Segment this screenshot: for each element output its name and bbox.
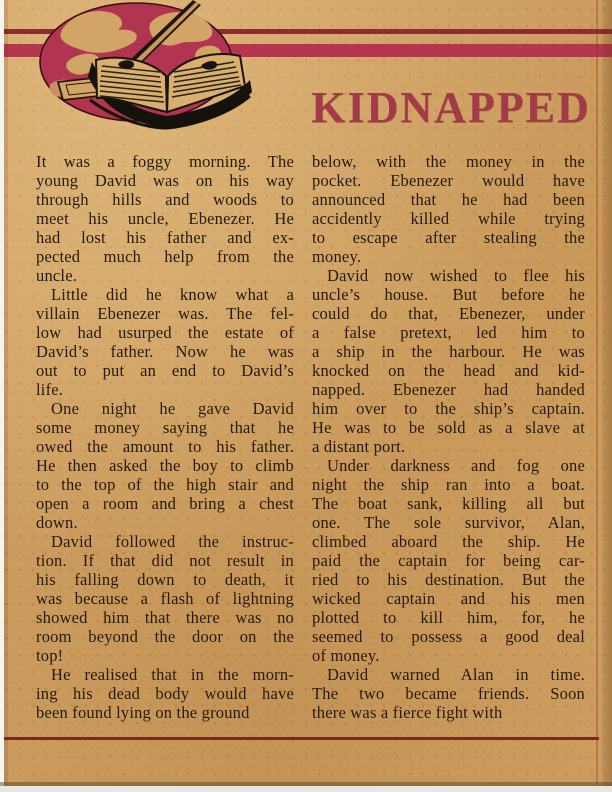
scan-edge-bottom (0, 786, 612, 792)
text-line: pocket. Ebenezer would have (312, 171, 585, 190)
text-line: out to put an end to David’s (36, 361, 294, 380)
text-line: owed the amount to his father. (36, 437, 294, 456)
text-line: a ship in the harbour. He was (312, 342, 585, 361)
text-line: ing his dead body would have (36, 684, 294, 703)
page-title: KIDNAPPED (311, 83, 591, 132)
scan-edge-left-shadow (4, 0, 8, 792)
text-line: David warned Alan in time. (327, 665, 585, 684)
text-line: had lost his father and ex- (36, 228, 294, 247)
text-line: life. (36, 380, 64, 399)
paragraph (36, 532, 294, 665)
paragraph (36, 152, 294, 285)
left-column (36, 152, 294, 722)
text-line: David now wished to flee his (327, 266, 585, 285)
text-line: room beyond the door on the (36, 627, 294, 646)
text-line: knocked on the head and kid- (312, 361, 585, 380)
paragraph (312, 266, 585, 456)
text-line: paid the captain for being car- (312, 551, 585, 570)
paragraph (312, 456, 585, 665)
text-line: plotted to kill him, for, he (312, 608, 585, 627)
text-line: napped. Ebenezer had handed (312, 380, 585, 399)
text-line: The boat sank, killing all but (312, 494, 585, 513)
text-line: open a room and bring a chest (36, 494, 294, 513)
text-line: One night he gave David (51, 399, 294, 418)
text-line: It was a foggy morning. The (36, 152, 294, 171)
text-line: pected much help from the (36, 247, 294, 266)
text-line: uncle’s house. But before he (312, 285, 585, 304)
text-line: showed him that there was no (36, 608, 294, 627)
text-line: of money. (312, 646, 380, 665)
paragraph (36, 285, 294, 399)
text-line: through hills and woods to (36, 190, 294, 209)
text-line: below, with the money in the (312, 152, 585, 171)
text-line: a false pretext, led him to (312, 323, 585, 342)
text-line: He then asked the boy to climb (36, 456, 294, 475)
text-line: there was a fierce fight with (312, 703, 503, 722)
text-line: low had usurped the estate of (36, 323, 294, 342)
text-line: uncle. (36, 266, 78, 285)
text-line: money. (312, 247, 362, 266)
text-line: ried to his destination. But the (312, 570, 585, 589)
text-line: tion. If that did not result in (36, 551, 294, 570)
text-line: could do that, Ebenezer, under (312, 304, 585, 323)
text-line: accidently killed while trying (312, 209, 585, 228)
text-line: seemed to possess a good deal (312, 627, 585, 646)
text-line: villain Ebenezer was. The fel- (36, 304, 294, 323)
paragraph (36, 399, 294, 532)
text-line: to the top of the high stair and (36, 475, 294, 494)
paragraph (36, 665, 294, 722)
text-line: announced that he had been (312, 190, 585, 209)
text-line: his falling down to death, it (36, 570, 294, 589)
text-line: He was to be sold as a slave at (312, 418, 585, 437)
text-line: night the ship ran into a boat. (312, 475, 585, 494)
text-line: was because a flash of lightning (36, 589, 294, 608)
text-line: Under darkness and fog one (327, 456, 585, 475)
text-line: a distant port. (312, 437, 406, 456)
right-column (312, 152, 585, 722)
globe-book-illustration (0, 0, 262, 158)
text-line: him over to the ship’s captain. (312, 399, 585, 418)
text-line: down. (36, 513, 78, 532)
bottom-rule (0, 737, 599, 740)
paragraph (312, 665, 585, 722)
scan-edge-right (602, 0, 612, 792)
text-line: been found lying on the ground (36, 703, 250, 722)
text-line: David followed the instruc- (51, 532, 294, 551)
paragraph (312, 152, 585, 266)
text-line: some money saying that he (36, 418, 294, 437)
page-fold-line (596, 0, 598, 792)
text-line: one. The sole survivor, Alan, (312, 513, 585, 532)
text-line: young David was on his way (36, 171, 294, 190)
text-line: David’s father. Now he was (36, 342, 294, 361)
text-line: The two became friends. Soon (312, 684, 585, 703)
text-line: He realised that in the morn- (51, 665, 294, 684)
text-line: meet his uncle, Ebenezer. He (36, 209, 294, 228)
text-line: climbed aboard the ship. He (312, 532, 585, 551)
text-line: wicked captain and his men (312, 589, 585, 608)
text-line: top! (36, 646, 64, 665)
text-line: to escape after stealing the (312, 228, 585, 247)
text-line: Little did he know what a (51, 285, 294, 304)
